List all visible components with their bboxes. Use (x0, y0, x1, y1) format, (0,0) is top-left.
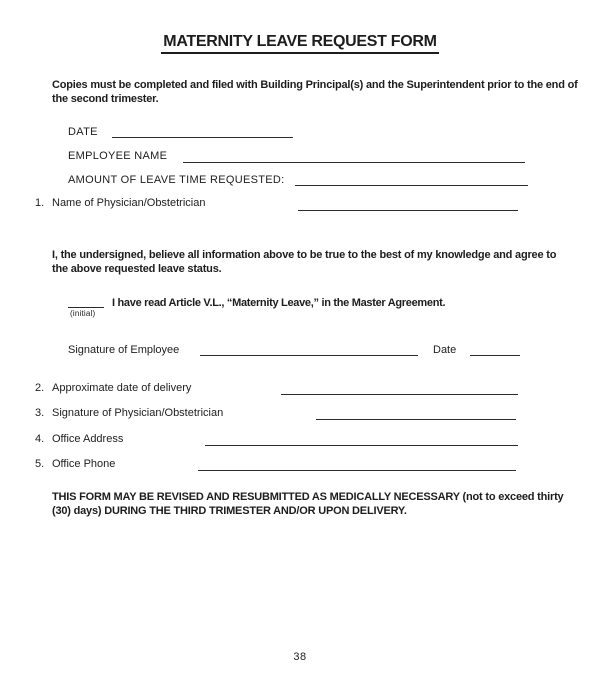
signature-fill-line (200, 355, 418, 356)
item-5-number: 5. (35, 458, 45, 470)
item-3-fill-line (316, 419, 516, 420)
item-2-number: 2. (35, 382, 45, 394)
item-4-number: 4. (35, 433, 45, 445)
item-4-label: Office Address (52, 433, 124, 445)
employee-name-label: EMPLOYEE NAME (68, 150, 168, 162)
signature-date-fill-line (470, 355, 520, 356)
initial-fill-line (68, 307, 104, 308)
footer-note: THIS FORM MAY BE REVISED AND RESUBMITTED AS MEDICALLY NECESSARY (not to exceed thirty (30) days) DURING THE THIRD TRIMESTER AND/OR UPON DELIVERY. (52, 491, 564, 517)
employee-name-fill-line (183, 162, 525, 163)
intro-paragraph: Copies must be completed and filed with Building Principal(s) and the Superintendent prior to the end of the second trimester. (52, 79, 578, 105)
item-3-label: Signature of Physician/Obstetrician (52, 407, 224, 419)
signature-of-employee-label: Signature of Employee (68, 344, 180, 356)
date-label: DATE (68, 126, 98, 138)
date-fill-line (112, 137, 293, 138)
initial-statement: I have read Article V.L., “Maternity Leave,” in the Master Agreement. (112, 297, 446, 309)
declaration-paragraph: I, the undersigned, believe all information above to be true to the best of my knowledge and agree to the above requested leave status. (52, 249, 557, 275)
initial-caption: (initial) (70, 309, 96, 318)
item-5-fill-line (198, 470, 516, 471)
title-row (0, 33, 600, 54)
form-title: MATERNITY LEAVE REQUEST FORM (161, 33, 438, 54)
item-1-label: Name of Physician/Obstetrician (52, 197, 206, 209)
item-1-fill-line (298, 210, 518, 211)
item-2-fill-line (281, 394, 518, 395)
item-1-number: 1. (35, 197, 45, 209)
item-2-label: Approximate date of delivery (52, 382, 192, 394)
amount-of-leave-label: AMOUNT OF LEAVE TIME REQUESTED: (68, 174, 285, 186)
amount-of-leave-fill-line (295, 185, 528, 186)
page-number: 38 (293, 651, 307, 663)
item-3-number: 3. (35, 407, 45, 419)
item-4-fill-line (205, 445, 518, 446)
item-5-label: Office Phone (52, 458, 116, 470)
signature-date-label: Date (433, 344, 457, 356)
